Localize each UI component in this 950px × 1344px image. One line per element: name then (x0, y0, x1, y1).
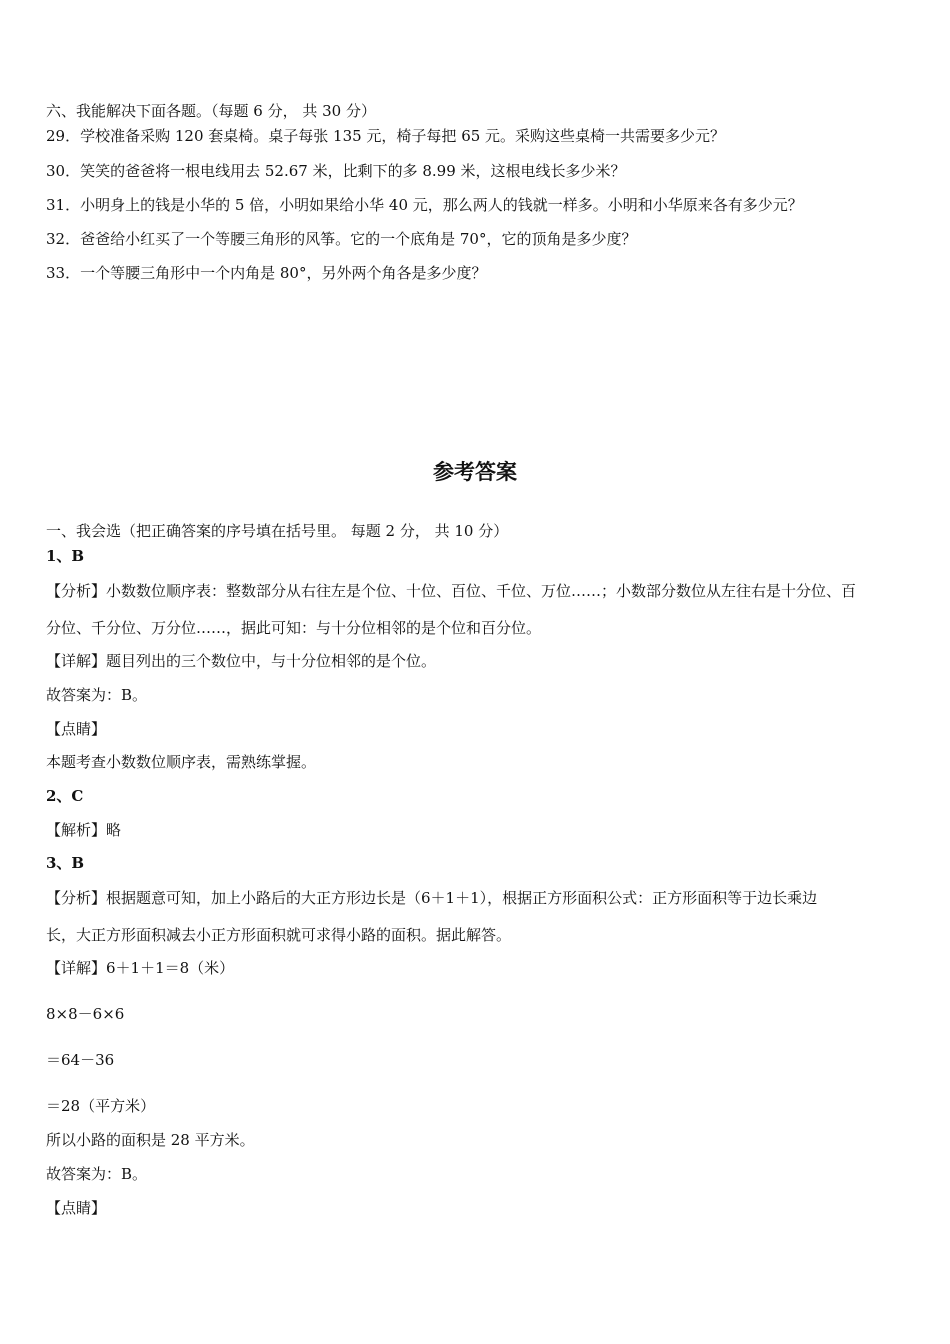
question-30: 30．笑笑的爸爸将一根电线用去 52.67 米，比剩下的多 8.99 米，这根电线长多少米？ (46, 162, 626, 180)
answer-1-conclusion: 故答案为：B。 (46, 686, 148, 704)
answer-3-result: 所以小路的面积是 28 平方米。 (46, 1131, 255, 1149)
answer-1-detail: 【详解】题目列出的三个数位中，与十分位相邻的是个位。 (46, 652, 437, 670)
answer-3-analysis-line-2: 长，大正方形面积减去小正方形面积就可求得小路的面积。据此解答。 (46, 926, 512, 944)
answer-1-analysis-line-1: 【分析】小数数位顺序表：整数部分从右往左是个位、十位、百位、千位、万位……；小数部分数位从左往右是十分位、百 (46, 582, 857, 600)
answer-3-conclusion: 故答案为：B。 (46, 1165, 148, 1183)
answer-3-detail: 【详解】6＋1＋1＝8（米） (46, 959, 235, 977)
answer-3-label: 3、B (46, 854, 85, 872)
answer-2-label: 2、C (46, 787, 84, 805)
answer-3-calc-line-1: 8×8－6×6 (46, 1005, 125, 1023)
answer-1-label: 1、B (46, 547, 85, 565)
section-6-heading: 六、我能解决下面各题。（每题 6 分， 共 30 分） (46, 102, 376, 120)
answer-1-analysis-line-2: 分位、千分位、万分位……，据此可知：与十分位相邻的是个位和百分位。 (46, 619, 542, 637)
answer-1-tip-label: 【点睛】 (46, 720, 107, 738)
question-31: 31．小明身上的钱是小华的 5 倍，小明如果给小华 40 元，那么两人的钱就一样多。小明和小华原来各有多少元？ (46, 196, 803, 214)
answers-section-1-heading: 一、我会选（把正确答案的序号填在括号里。 每题 2 分， 共 10 分） (46, 522, 509, 540)
answer-3-calc-line-3: ＝28（平方米） (46, 1097, 156, 1115)
answer-key-title: 参考答案 (433, 460, 517, 484)
question-33: 33．一个等腰三角形中一个内角是 80°，另外两个角各是多少度？ (46, 264, 487, 282)
answer-3-tip-label: 【点睛】 (46, 1199, 107, 1217)
question-29: 29．学校准备采购 120 套桌椅。桌子每张 135 元，椅子每把 65 元。采购这些桌椅一共需要多少元？ (46, 127, 726, 145)
answer-1-tip: 本题考查小数数位顺序表，需熟练掌握。 (46, 753, 317, 771)
answer-3-analysis-line-1: 【分析】根据题意可知，加上小路后的大正方形边长是（6＋1＋1），根据正方形面积公式：正方形面积等于边长乘边 (46, 889, 818, 907)
question-32: 32．爸爸给小红买了一个等腰三角形的风筝。它的一个底角是 70°，它的顶角是多少度？ (46, 230, 637, 248)
answer-2-analysis: 【解析】略 (46, 821, 122, 839)
answer-3-calc-line-2: ＝64－36 (46, 1051, 115, 1069)
